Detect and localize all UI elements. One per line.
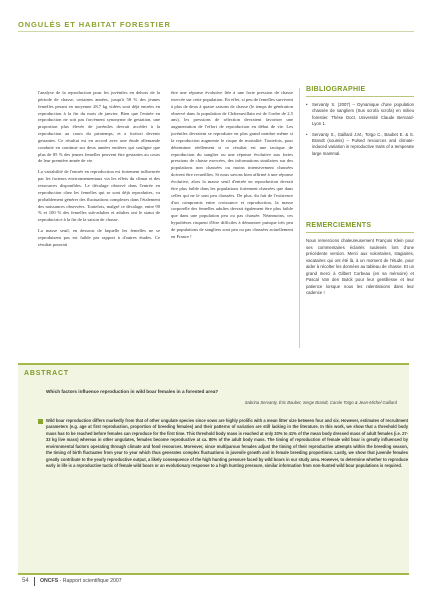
bullet-square-icon <box>38 419 43 424</box>
bullet-icon: • <box>306 131 308 137</box>
page-number: 54 <box>22 578 29 584</box>
abstract-body: Wild boar reproduction differs markedly from that of other ungulate species since sows are highly prolific with a mean litter size between four and six. However, estimates of recruitment parameters (e.g. age at first reproduction, proportion of breeding females) and their patterns of variation are still lacking in the literature. In this work, we show that a threshold body mass has to be reached before females can reproduce for the first time. This threshold body mass is reached at only 33% to 41% of the mean body dressed mass of adult females (i.e. 27-33 kg live mass) whereas in other ungulates, females become reproductive at ca. 80% of the adult body mass. The timing of reproduction of female wild boar is greatly influenced by environmental factors operating through climate and food resources. Moreover, since multiparous females adjust the timing of their reproductive attempts within the breeding season, the timing of birth fluctuates from year to year which thus generates complex fluctuations in juvenile growth and in female breeding proportions. Lastly, we show that juvenile females greatly contribute to the yearly reproductive output, a likely consequence of the high hunting pressure faced by wild boars in our study area. However, to determine whether to reproduce early in life is a reproductive tactic of female wild boars or an evolutionary response to a high hunting pressure, similar information from non-hunted wild boar populations is required. <box>46 418 408 469</box>
bibliography-rule <box>306 96 414 97</box>
text-column-1 <box>38 90 160 249</box>
footer-text <box>40 578 122 584</box>
abstract-box <box>18 363 409 575</box>
header-divider <box>18 31 414 32</box>
abstract-authors: Sabrina Servanty, Éric Baubet, Serge Brandt, Carole Toïgo & Jean-Michel Gaillard <box>244 400 397 405</box>
footer-brand: ONCFS <box>40 578 59 584</box>
thanks-rule <box>306 232 414 233</box>
thanks-text: Nous remercions chaleureusement François Klein pour ses commentaires éclairés soulevés lors d'une précédente version. Merci aux volontaires, stagiaires, vacataires qui ont été là, à un moment de l'étude, pour aider à récolter les données au tableau de chasse. Et un grand merci à Gilbert Corbeau (en sa mémoire) et Pascal Van den Bulck pour leur gentillesse et leur patience lorsque nous les ralentissions dans leur cadence ! <box>306 238 414 295</box>
column-divider <box>299 88 300 348</box>
paragraph: être une réponse évolutive liée à une forte pression de chasse exercée sur cette population. En effet, si peu de femelles survivent à plus de deux à quatre saisons de chasse (le temps de génération observé dans la population de Châteauvillain est de l'ordre de 2,5 ans), les pressions de sélection devraient favoriser une augmentation de l'effort de reproduction en début de vie. Les juvéniles devraient se reproduire en plus grand nombre même si la reproduction augmente le risque de mortalité. Toutefois, pour déterminer réellement si ce résultat est une tactique de reproduction du sanglier ou une réponse évolutive aux fortes pressions de chasse exercées, des informations similaires sur des populations non chassées ou moins intensivement chassées doivent être recueillies. Si nous savons bien affirmé à une réponse évolutive, alors la masse seuil d'entrée en reproduction devrait être plus faible dans les populations fortement chassées que dans celles qui ne le sont peu chassées. De plus, du fait de l'existence d'un compromis entre croissance et reproduction, la masse corporelle des femelles adultes devrait également être plus faible que dans une population peu ou pas chassée. Néanmoins, ces hypothèses risquent d'être difficiles à démontrer puisque très peu de populations de sangliers sont peu ou pas chassées actuellement en France ! <box>171 90 293 239</box>
bibliography-section <box>306 86 414 161</box>
bibliography-item: • Servanty S., Gaillard J.M., Toïgo C., Baubet E. & S. Brandt (soumis) – Pulsed resources and climate-induced variation in reproductive traits of a temperate large mammal. <box>306 131 414 156</box>
paragraph: La masse seuil, en dessous de laquelle les femelles ne se reproduisent pas est faible par rapport à d'autres études. Ce résultat pourrait <box>38 228 160 247</box>
text-column-2 <box>171 90 293 241</box>
paragraph: l'analyse de la reproduction pour les juvéniles en dehors de la période de chasse, certaines années, jusqu'à 58 % des jeunes femelles pesant en moyenne 28,7 kg vidées sont déjà entrées en reproduction à la fin du mois de janvier. Bien que l'entrée en reproduction ne soit pas forcément synonyme de gestation, une proportion plus élevée de juvéniles devrait accéder à la reproduction au cours du printemps, et a fortiori devenir gestantes. Ce résultat est en accord avec une étude allemande conduite en continue sur deux années entières qui souligne que plus de 85 % des jeunes femelles peuvent être gestantes au cours de leur première année de vie. <box>38 90 160 164</box>
footer-divider <box>34 577 35 586</box>
bibliography-item: • Servanty S. (2007) – Dynamique d'une population chassée de sangliers (Sus scrofa scrofa) en milieu forestier. Thèse Doct. Université Claude Bernard-Lyon 1. <box>306 102 414 127</box>
bullet-icon: • <box>306 102 308 107</box>
thanks-section <box>306 222 414 297</box>
footer-report: - Rapport scientifique 2007 <box>59 578 122 584</box>
thanks-title: REMERCIEMENTS <box>306 222 372 229</box>
abstract-title: ABSTRACT <box>24 370 69 377</box>
abstract-question: Which factors influence reproduction in wild boar females in a forested area? <box>46 389 219 394</box>
bibliography-title: BIBLIOGRAPHIE <box>306 86 366 93</box>
paragraph: La variabilité de l'entrée en reproduction est fortement influencée par les facteurs environnementaux via les effets du climat et des ressources disponibles. Le décalage observé dans l'entrée en reproduction chez les femelles qui se sont déjà reproduites, va probablement générer des fluctuations complexes dans l'étalement des naissances observées. Toutefois, malgré ce décalage, entre 90 % et 100 % des femelles sub-adultes et adultes ont le statut de reproductrice à la fin de la saison de chasse. <box>38 169 160 223</box>
section-header: ONGULÉS ET HABITAT FORESTIER <box>18 20 171 29</box>
